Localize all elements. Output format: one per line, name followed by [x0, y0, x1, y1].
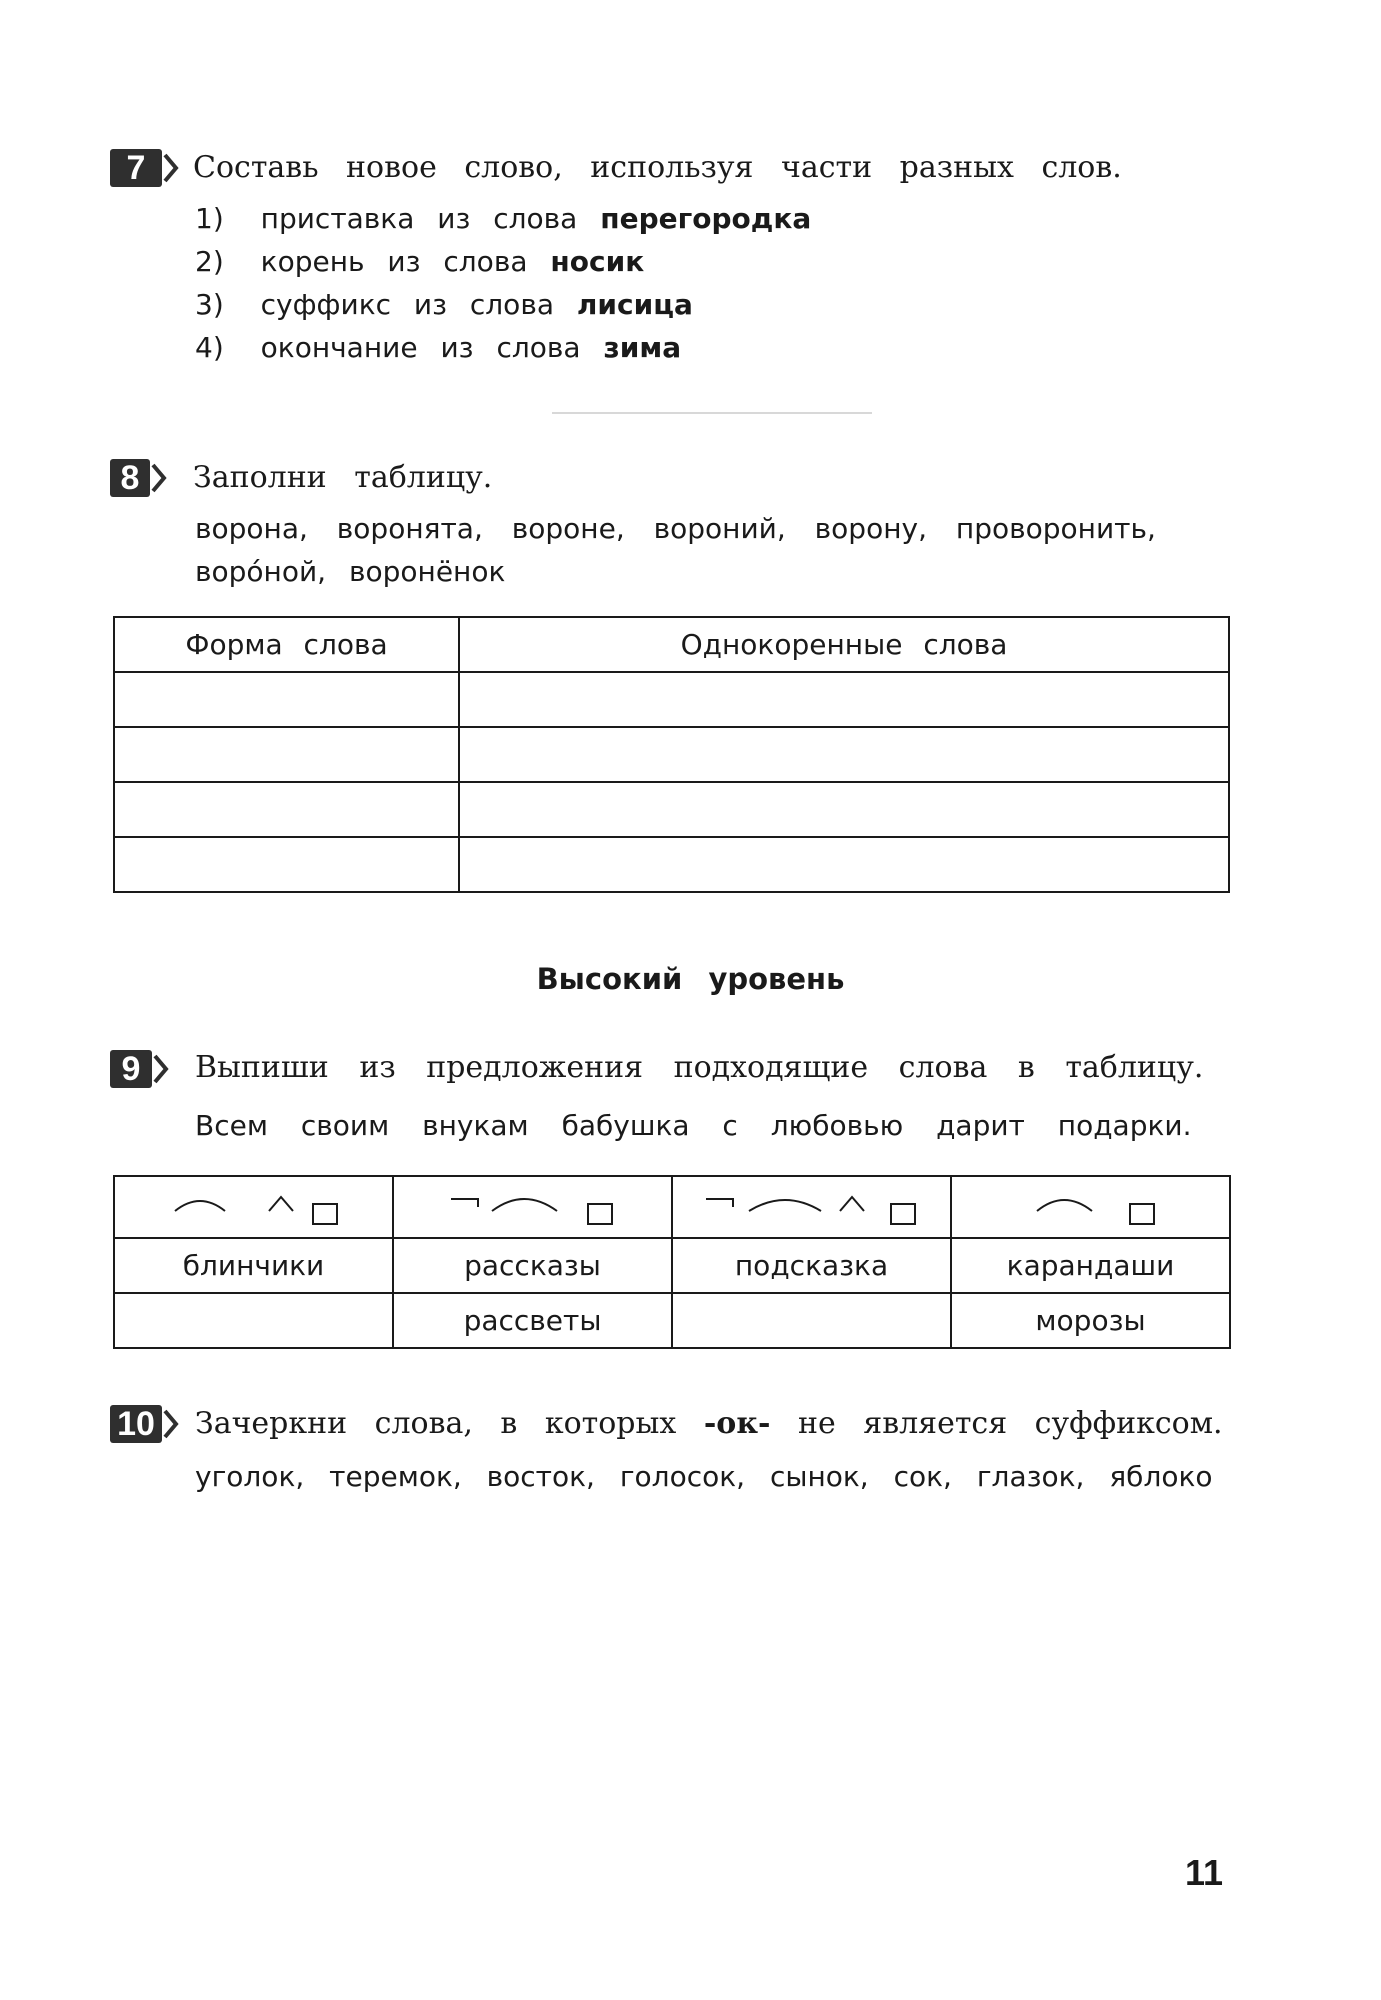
- item-text: корень из слова: [260, 245, 528, 278]
- title-bold: -ок-: [703, 1406, 771, 1441]
- task-9-badge: [110, 1050, 169, 1088]
- list-item: [195, 331, 681, 364]
- task-10-badge: [110, 1405, 179, 1443]
- task-number: 8: [110, 459, 150, 497]
- item-number: 3): [195, 288, 224, 321]
- list-item: [195, 245, 644, 278]
- table-header: Однокоренные слова: [459, 617, 1229, 672]
- scheme-cell: [393, 1176, 672, 1238]
- answer-cell[interactable]: [114, 782, 459, 837]
- answer-cell[interactable]: [114, 727, 459, 782]
- table-row: [114, 837, 1229, 892]
- item-word: лисица: [576, 288, 693, 321]
- task-9-sentence: Всем своим внукам бабушка с любовью дарит подарки.: [195, 1109, 1192, 1142]
- title-text: не является суффиксом.: [797, 1406, 1223, 1441]
- scheme-cell: [672, 1176, 951, 1238]
- task-10-title: [195, 1406, 1223, 1441]
- answer-cell[interactable]: [459, 727, 1229, 782]
- scheme-cell: [114, 1176, 393, 1238]
- answer-cell[interactable]: [114, 837, 459, 892]
- table-cell: морозы: [951, 1293, 1230, 1348]
- table-row: [114, 782, 1229, 837]
- task-7-title: Составь новое слово, используя части разных слов.: [193, 150, 1122, 185]
- item-number: 1): [195, 202, 224, 235]
- task-number: 10: [110, 1405, 162, 1443]
- answer-line[interactable]: [552, 412, 872, 414]
- word-scheme-icon: [115, 1177, 392, 1232]
- list-item: [195, 202, 811, 235]
- item-text: приставка из слова: [260, 202, 578, 235]
- morpheme-table: [113, 1175, 1231, 1349]
- answer-cell[interactable]: [114, 1293, 393, 1348]
- answer-cell[interactable]: [459, 837, 1229, 892]
- word-scheme-icon: [673, 1177, 950, 1232]
- item-number: 2): [195, 245, 224, 278]
- chevron-right-icon: [163, 149, 179, 187]
- table-row: [114, 1293, 1230, 1348]
- word-scheme-icon: [952, 1177, 1229, 1232]
- title-text: Зачеркни слова, в которых: [195, 1406, 677, 1441]
- item-word: зима: [603, 331, 682, 364]
- task-7-badge: [110, 149, 179, 187]
- table-cell: рассветы: [393, 1293, 672, 1348]
- task-number: 7: [110, 149, 162, 187]
- table-cell: карандаши: [951, 1238, 1230, 1293]
- task-8-words: воро́ной, воронёнок: [195, 555, 506, 588]
- table-header: Форма слова: [114, 617, 459, 672]
- table-cell: блинчики: [114, 1238, 393, 1293]
- task-8-title: Заполни таблицу.: [193, 460, 493, 495]
- task-number: 9: [110, 1050, 152, 1088]
- table-cell: подсказка: [672, 1238, 951, 1293]
- task-10-words: уголок, теремок, восток, голосок, сынок, сок, глазок, яблоко: [195, 1460, 1213, 1493]
- item-text: окончание из слова: [260, 331, 581, 364]
- answer-cell[interactable]: [114, 672, 459, 727]
- task-8-badge: [110, 459, 167, 497]
- table-cell: рассказы: [393, 1238, 672, 1293]
- answer-cell[interactable]: [459, 672, 1229, 727]
- section-heading: Высокий уровень: [536, 962, 845, 996]
- chevron-right-icon: [151, 459, 167, 497]
- task-8-words: ворона, воронята, вороне, вороний, ворону, проворонить,: [195, 512, 1156, 545]
- task-9-title: Выпиши из предложения подходящие слова в таблицу.: [195, 1050, 1204, 1085]
- list-item: [195, 288, 693, 321]
- item-word: перегородка: [600, 202, 812, 235]
- table-row: [114, 1238, 1230, 1293]
- chevron-right-icon: [163, 1405, 179, 1443]
- answer-cell[interactable]: [459, 782, 1229, 837]
- page-number: 11: [1185, 1852, 1224, 1893]
- chevron-right-icon: [153, 1050, 169, 1088]
- scheme-row: [114, 1176, 1230, 1238]
- item-word: носик: [550, 245, 645, 278]
- word-scheme-icon: [394, 1177, 671, 1232]
- item-number: 4): [195, 331, 224, 364]
- word-forms-table: [113, 616, 1230, 893]
- table-row: [114, 672, 1229, 727]
- table-row: [114, 727, 1229, 782]
- scheme-cell: [951, 1176, 1230, 1238]
- answer-cell[interactable]: [672, 1293, 951, 1348]
- item-text: суффикс из слова: [260, 288, 554, 321]
